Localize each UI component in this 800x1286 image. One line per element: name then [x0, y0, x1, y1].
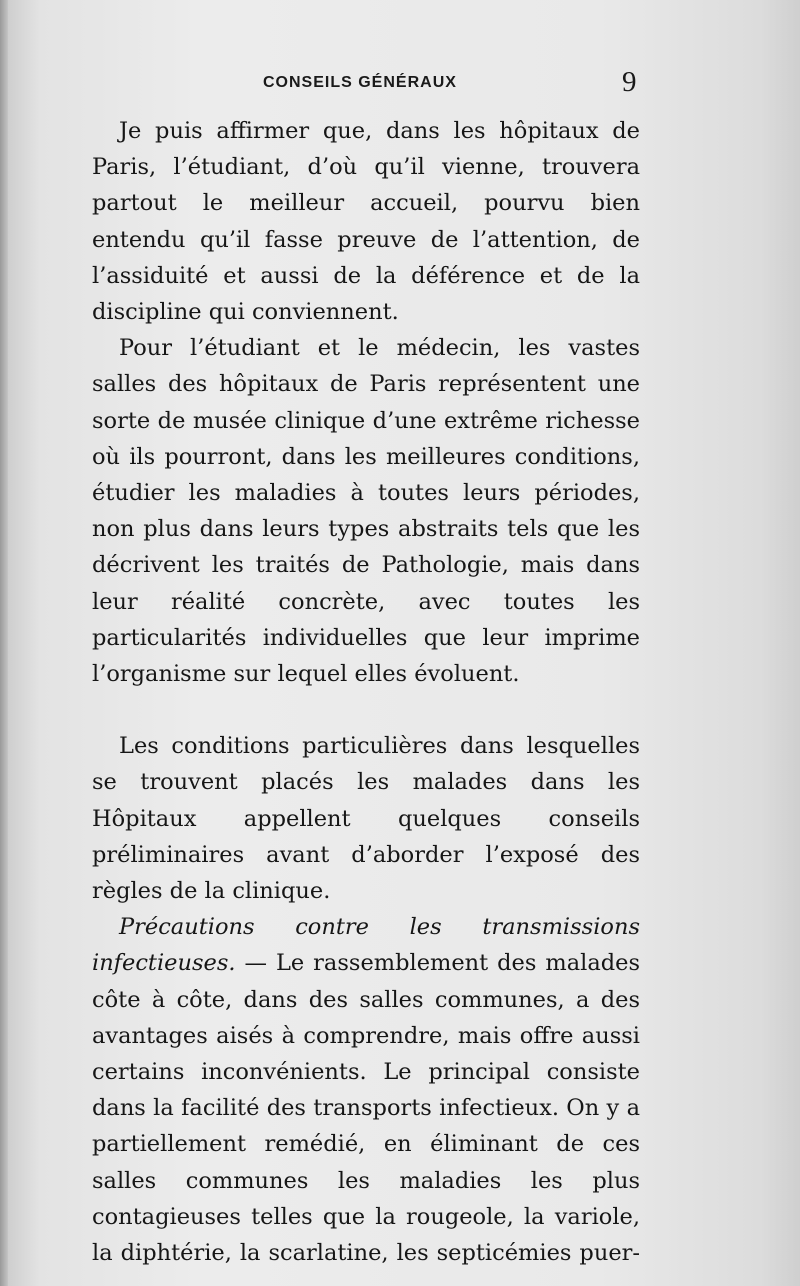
paragraph-4-text: Le rassemblement des malades côte à côte, dans des salles communes, a des avantages aisés à comprendre, mais offre aussi certains inconvénients. Le principal consiste dans la facilité des transports infectieux. On y a partiellement remédié, en éliminant de ces salles communes les maladies les plus contagieuses telles que la rougeole, la variole, la diphtérie, la scarlatine, les septicémies puer- — [92, 950, 640, 1267]
body-text — [92, 113, 640, 1271]
paragraph-2: Pour l’étudiant et le médecin, les vastes salles des hôpitaux de Paris représentent une sorte de musée clinique d’une extrême richesse où ils pourront, dans les meilleures conditions, étudier les maladies à toutes leurs périodes, non plus dans leurs types abstraits tels que les décrivent les traités de Pathologie, mais dans leur réalité concrète, avec toutes les particularités individuelles que leur imprime l’organisme sur lequel elles évoluent. — [92, 335, 640, 688]
page-number: 9 — [622, 66, 637, 98]
page-header — [0, 66, 800, 102]
paragraph-3: Les conditions particulières dans lesquelles se trouvent placés les malades dans les Hôpitaux appellent quelques conseils préliminaires avant d’aborder l’exposé des règles de la clinique. — [92, 733, 640, 905]
em-dash-separator: — — [235, 950, 276, 977]
paragraph-4 — [92, 909, 640, 1271]
section-heading-inline: Précautions contre les transmissions infectieuses. — [92, 914, 640, 977]
paragraph-1: Je puis affirmer que, dans les hôpitaux de Paris, l’étudiant, d’où qu’il vienne, trouvera partout le meilleur accueil, pourvu bien entendu qu’il fasse preuve de l’attention, de l’assiduité et aussi de la déférence et de la discipline qui conviennent. — [92, 118, 640, 326]
page-edge-shadow — [0, 0, 8, 1286]
running-title: CONSEILS GÉNÉRAUX — [263, 74, 457, 91]
